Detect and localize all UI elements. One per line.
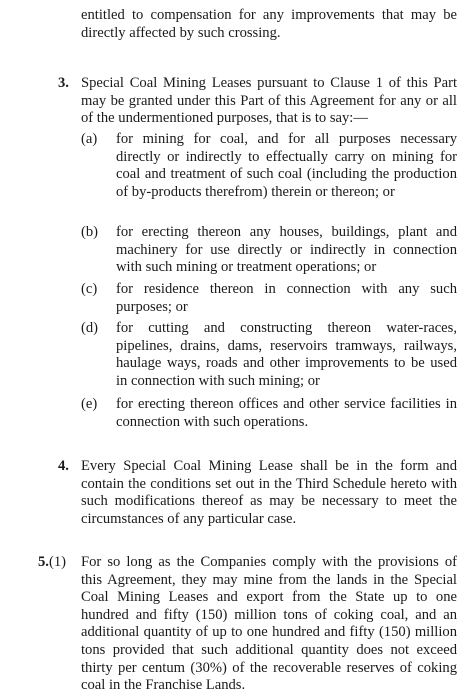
clause-4-text-block xyxy=(81,458,457,528)
clause-3-item-b xyxy=(116,224,457,277)
intro-text: entitled to compensation for any improvements that may be directly affected by such crossing. xyxy=(81,7,457,41)
clause-3-item-b-text: for erecting thereon any houses, buildings, plant and machinery for use directly or indirectly in connection with such mining or treatment operations; or xyxy=(116,224,457,276)
clause-3-item-a xyxy=(116,131,457,201)
clause-3-item-e xyxy=(116,396,457,431)
clause-3-item-b-label: (b) xyxy=(81,224,99,240)
intro-paragraph xyxy=(81,7,457,42)
clause-3-item-c xyxy=(116,281,457,316)
clause-5-text: For so long as the Companies comply with the provisions of this Agreement, they may mine from the lands in the Special Coal Mining Leases and export from the State up to one hundred and fifty (150) million tons of coking coal, and an additional quantity of up to one hundred and fifty (150) million tons provided that such additional quantity does not exceed thirty per centum (30%) of the recoverable reserves of coking coal in the Franchise Lands. xyxy=(81,554,457,694)
clause-3-item-e-text: for erecting thereon offices and other service facilities in connection with such operations. xyxy=(116,396,457,430)
clause-5-number-main: 5. xyxy=(38,554,49,570)
clause-3-item-d-text: for cutting and constructing thereon water-races, pipelines, drains, dams, reservoirs tramways, railways, haulage ways, roads and other improvements to be used in connection with such mining; or xyxy=(116,320,457,389)
clause-5-subnumber: (1) xyxy=(48,554,66,570)
clause-3-item-e-label: (e) xyxy=(81,396,98,412)
clause-3-item-a-label: (a) xyxy=(81,131,98,147)
clause-3-item-a-text: for mining for coal, and for all purposes necessary directly or indirectly to effectually carry on mining for coal and treatment of such coal (including the production of by-products therefrom) therein or thereon; or xyxy=(116,131,457,200)
clause-3-item-c-text: for residence thereon in connection with any such purposes; or xyxy=(116,281,457,315)
clause-4-text: Every Special Coal Mining Lease shall be in the form and contain the conditions set out in the Third Schedule hereto with such modifications thereof as may be necessary to meet the circumstances of any particular case. xyxy=(81,458,457,527)
clause-3-item-d-label: (d) xyxy=(81,320,99,336)
clause-3-text: Special Coal Mining Leases pursuant to Clause 1 of this Part may be granted under this Part of this Agreement for any or all of the undermentioned purposes, that is to say:— xyxy=(81,75,457,127)
clause-3-number: 3. xyxy=(58,75,69,91)
clause-3-text-block xyxy=(81,75,457,128)
clause-5-text-block xyxy=(81,554,457,695)
clause-3-item-d xyxy=(116,320,457,390)
clause-5-number xyxy=(38,554,66,572)
clause-4-number: 4. xyxy=(58,458,69,474)
clause-3-item-c-label: (c) xyxy=(81,281,98,297)
